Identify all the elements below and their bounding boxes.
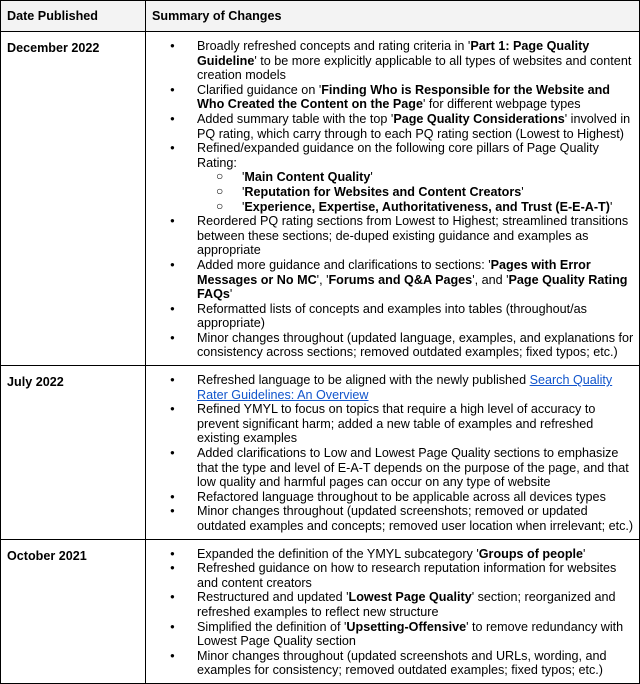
list-item [146,547,635,562]
list-item [146,446,635,490]
list-item [146,649,635,678]
bold-term: Page Quality Considerations [393,111,565,126]
header-summary: Summary of Changes [146,1,640,32]
change-list [146,39,635,360]
row-date: July 2022 [1,366,146,540]
row-date: October 2021 [1,539,146,683]
text-run: Simplified the definition of ' [197,619,347,634]
text-run: ' [242,170,245,185]
text-run: ' to be more explicitly applicable to all types of websites and content creation models [197,53,632,83]
list-item [146,331,635,360]
text-run: Added summary table with the top ' [197,111,394,126]
text-run: Refreshed guidance on how to research reputation information for websites and content creators [197,561,617,590]
bold-term: Pages with Error Messages or No MC [197,257,591,287]
text-run: ' [583,546,586,561]
text-run: Minor changes throughout (updated language, examples, and explanations for consistency across sections; removed outdated examples; fixed typos; etc.) [197,330,634,360]
bold-term: Finding Who is Responsible for the Website and Who Created the Content on the Page [197,82,610,112]
list-item [146,620,635,649]
row-date: December 2022 [1,32,146,366]
list-item [146,373,635,402]
list-item [146,504,635,533]
text-run: Restructured and updated ' [197,590,349,605]
text-run: ' involved in PQ rating, which carry through to each PQ rating section (Lowest to Highest) [197,111,631,141]
text-run: Minor changes throughout (updated screenshots; removed or updated outdated examples and concepts; removed user location when irrelevant; etc.) [197,504,634,533]
bold-term: Groups of people [478,546,584,561]
text-run: Refined YMYL to focus on topics that require a high level of accuracy to prevent significant harm; added a new table of examples and refreshed existing examples [197,402,596,446]
list-item [146,39,635,83]
text-run: ' [609,199,613,214]
overview-link[interactable]: Search Quality Rater Guidelines: An Overview [197,373,613,402]
text-run: ' to remove redundancy with Lowest Page Quality section [197,619,624,649]
text-run: Clarified guidance on ' [197,82,322,97]
text-run: ' [242,184,245,199]
sub-list-item [197,170,635,185]
text-run: Reordered PQ rating sections from Lowest to Highest; streamlined transitions between these sections; de-duped existing guidance and examples as appropriate [197,214,629,258]
list-item [146,214,635,258]
bold-term: Experience, Expertise, Authoritativeness, and Trust (E-E-A-T) [244,199,610,214]
change-list [146,547,635,678]
text-run: ' [521,184,524,199]
text-run: ' [242,199,245,214]
bold-term: Lowest Page Quality [348,590,472,605]
list-item [146,258,635,302]
bold-term: Part 1: Page Quality Guideline [197,39,590,68]
text-run: Reformatted lists of concepts and examples into tables (throughout/as appropriate) [197,301,587,331]
row-summary [146,366,640,540]
text-run: Refined/expanded guidance on the following core pillars of Page Quality Rating: [197,141,599,170]
bold-term: Reputation for Websites and Content Creators [244,184,522,199]
text-run: ' [370,170,373,185]
table-row [1,32,640,366]
bold-term: Forums and Q&A Pages [328,272,473,287]
table-row [1,539,640,683]
text-run: Expanded the definition of the YMYL subcategory ' [197,546,479,561]
text-run: ' [229,287,233,302]
header-date: Date Published [1,1,146,32]
text-run: Added more guidance and clarifications to sections: ' [197,257,491,272]
bold-term: Main Content Quality [244,170,371,185]
bold-term: Upsetting-Offensive [346,619,467,634]
sub-list [197,170,635,214]
header-row [1,1,640,32]
text-run: Minor changes throughout (updated screenshots and URLs, wording, and examples for consistency; removed outdated examples; fixed typos; etc.) [197,648,607,678]
list-item [146,402,635,446]
text-run: ' section; reorganized and refreshed examples to reflect new structure [197,590,616,619]
list-item [146,112,635,141]
text-run: Added clarifications to Low and Lowest Page Quality sections to emphasize that the type and level of E-A-T depends on the purpose of the page, and that low quality and harmful pages can occur on any type of website [197,446,629,490]
list-item [146,141,635,214]
text-run: Broadly refreshed concepts and rating criteria in ' [197,39,471,53]
row-summary [146,539,640,683]
list-item [146,561,635,590]
text-run: ', ' [316,272,329,287]
text-run: Refreshed language to be aligned with the newly published [197,373,530,388]
change-list [146,373,635,534]
list-item [146,302,635,331]
sub-list-item [197,200,635,215]
text-run: ' for different webpage types [423,97,581,112]
list-item [146,490,635,505]
text-run: Refactored language throughout to be applicable across all devices types [197,489,606,504]
table-row [1,366,640,540]
sub-list-item [197,185,635,200]
list-item [146,590,635,619]
list-item [146,83,635,112]
row-summary [146,32,640,366]
text-run: ', and ' [472,272,509,287]
bold-term: Page Quality Rating FAQs [197,272,628,302]
